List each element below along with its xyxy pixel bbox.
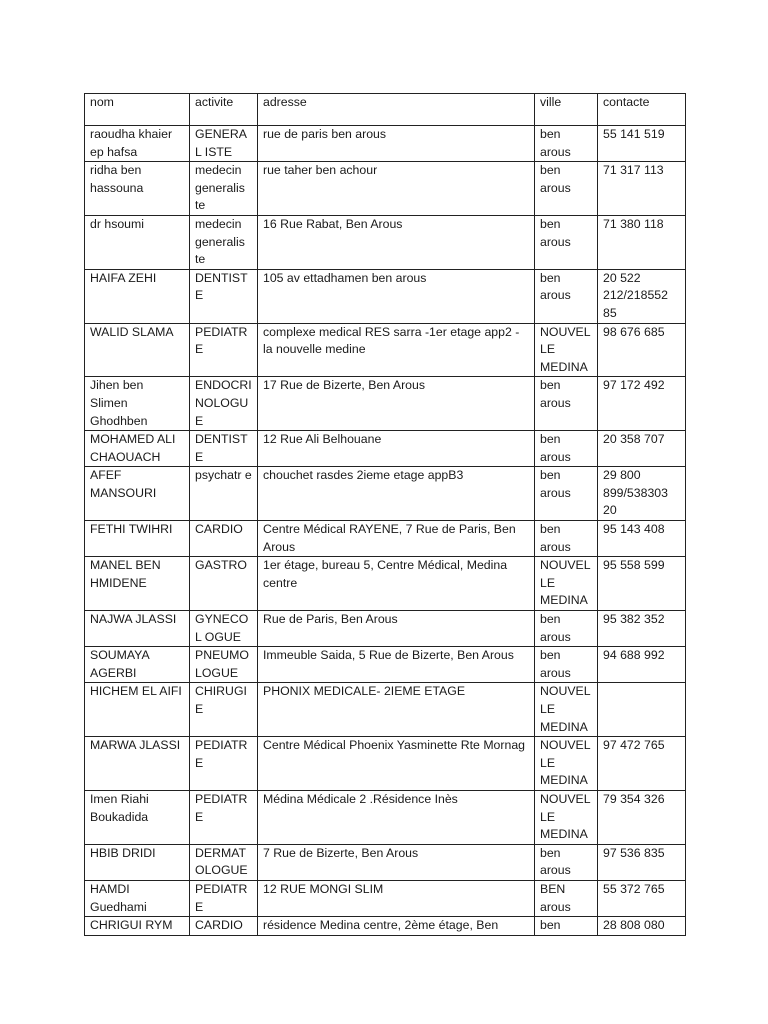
cell-ville: ben arous — [535, 521, 598, 557]
table-row — [85, 880, 686, 916]
cell-ville: NOUVEL LE MEDINA — [535, 683, 598, 737]
cell-adresse: résidence Medina centre, 2ème étage, Ben — [258, 917, 535, 936]
cell-nom: dr hsoumi — [85, 215, 190, 269]
table-row — [85, 377, 686, 431]
cell-nom: WALID SLAMA — [85, 323, 190, 377]
cell-activite: PEDIATR E — [190, 790, 258, 844]
cell-activite: medecin generalis te — [190, 215, 258, 269]
cell-ville: ben arous — [535, 431, 598, 467]
cell-activite: psychatr e — [190, 467, 258, 521]
cell-nom: CHRIGUI RYM — [85, 917, 190, 936]
cell-activite: CHIRUGI E — [190, 683, 258, 737]
cell-activite: PEDIATR E — [190, 880, 258, 916]
cell-nom: raoudha khaier ep hafsa — [85, 126, 190, 162]
cell-ville: ben arous — [535, 162, 598, 216]
cell-ville: ben arous — [535, 377, 598, 431]
table-row — [85, 917, 686, 936]
cell-contacte: 94 688 992 — [598, 647, 686, 683]
cell-ville: ben — [535, 917, 598, 936]
header-nom: nom — [85, 94, 190, 126]
cell-ville: ben arous — [535, 647, 598, 683]
cell-nom: SOUMAYA AGERBI — [85, 647, 190, 683]
cell-ville: NOUVEL LE MEDINA — [535, 323, 598, 377]
cell-adresse: 12 Rue Ali Belhouane — [258, 431, 535, 467]
cell-adresse: PHONIX MEDICALE- 2IEME ETAGE — [258, 683, 535, 737]
cell-nom: MOHAMED ALI CHAOUACH — [85, 431, 190, 467]
cell-adresse: 17 Rue de Bizerte, Ben Arous — [258, 377, 535, 431]
cell-nom: MANEL BEN HMIDENE — [85, 557, 190, 611]
table-row — [85, 737, 686, 791]
cell-ville: NOUVEL LE MEDINA — [535, 557, 598, 611]
cell-activite: GASTRO — [190, 557, 258, 611]
cell-contacte: 97 536 835 — [598, 844, 686, 880]
cell-nom: Imen Riahi Boukadida — [85, 790, 190, 844]
cell-adresse: Centre Médical Phoenix Yasminette Rte Mornag — [258, 737, 535, 791]
cell-activite: PEDIATR E — [190, 737, 258, 791]
cell-ville: ben arous — [535, 126, 598, 162]
cell-activite: PNEUMO LOGUE — [190, 647, 258, 683]
table-row — [85, 323, 686, 377]
cell-activite: CARDIO — [190, 917, 258, 936]
cell-adresse: chouchet rasdes 2ieme etage appB3 — [258, 467, 535, 521]
cell-contacte: 97 472 765 — [598, 737, 686, 791]
cell-activite: DENTISTE — [190, 431, 258, 467]
cell-contacte: 95 143 408 — [598, 521, 686, 557]
cell-adresse: Rue de Paris, Ben Arous — [258, 611, 535, 647]
table-row — [85, 126, 686, 162]
cell-adresse: rue taher ben achour — [258, 162, 535, 216]
cell-ville: ben arous — [535, 215, 598, 269]
cell-adresse: Centre Médical RAYENE, 7 Rue de Paris, Ben Arous — [258, 521, 535, 557]
header-adresse: adresse — [258, 94, 535, 126]
cell-adresse: 12 RUE MONGI SLIM — [258, 880, 535, 916]
cell-ville: BEN arous — [535, 880, 598, 916]
table-row — [85, 431, 686, 467]
cell-contacte: 55 372 765 — [598, 880, 686, 916]
table-row — [85, 611, 686, 647]
cell-contacte: 55 141 519 — [598, 126, 686, 162]
table-row — [85, 683, 686, 737]
cell-ville: NOUVEL LE MEDINA — [535, 790, 598, 844]
table-row — [85, 162, 686, 216]
cell-activite: PEDIATR E — [190, 323, 258, 377]
cell-nom: HICHEM EL AIFI — [85, 683, 190, 737]
cell-ville: NOUVEL LE MEDINA — [535, 737, 598, 791]
cell-nom: HAIFA ZEHI — [85, 269, 190, 323]
cell-ville: ben arous — [535, 844, 598, 880]
cell-ville: ben arous — [535, 467, 598, 521]
cell-contacte: 71 380 118 — [598, 215, 686, 269]
cell-contacte: 71 317 113 — [598, 162, 686, 216]
table-body — [85, 94, 686, 936]
cell-contacte: 29 800 899/538303 20 — [598, 467, 686, 521]
cell-nom: ridha ben hassouna — [85, 162, 190, 216]
cell-activite: DENTISTE — [190, 269, 258, 323]
header-contacte: contacte — [598, 94, 686, 126]
cell-contacte: 98 676 685 — [598, 323, 686, 377]
header-ville: ville — [535, 94, 598, 126]
cell-ville: ben arous — [535, 611, 598, 647]
table-row — [85, 215, 686, 269]
cell-contacte: 95 558 599 — [598, 557, 686, 611]
table-row — [85, 467, 686, 521]
table-row — [85, 269, 686, 323]
cell-activite: GENERAL ISTE — [190, 126, 258, 162]
table-row — [85, 844, 686, 880]
cell-nom: HAMDI Guedhami — [85, 880, 190, 916]
cell-adresse: 1er étage, bureau 5, Centre Médical, Medina centre — [258, 557, 535, 611]
doctors-table — [84, 93, 686, 936]
cell-activite: DERMAT OLOGUE — [190, 844, 258, 880]
table-row — [85, 647, 686, 683]
cell-contacte: 20 358 707 — [598, 431, 686, 467]
cell-adresse: complexe medical RES sarra -1er etage app2 - la nouvelle medine — [258, 323, 535, 377]
cell-adresse: Immeuble Saida, 5 Rue de Bizerte, Ben Arous — [258, 647, 535, 683]
table-row — [85, 557, 686, 611]
cell-adresse: Médina Médicale 2 .Résidence Inès — [258, 790, 535, 844]
cell-activite: GYNECOL OGUE — [190, 611, 258, 647]
cell-nom: FETHI TWIHRI — [85, 521, 190, 557]
cell-nom: Jihen ben Slimen Ghodhben — [85, 377, 190, 431]
cell-nom: HBIB DRIDI — [85, 844, 190, 880]
cell-activite: CARDIO — [190, 521, 258, 557]
cell-ville: ben arous — [535, 269, 598, 323]
cell-activite: ENDOCRI NOLOGU E — [190, 377, 258, 431]
cell-activite: medecin generalis te — [190, 162, 258, 216]
table-header-row — [85, 94, 686, 126]
cell-nom: NAJWA JLASSI — [85, 611, 190, 647]
cell-adresse: 7 Rue de Bizerte, Ben Arous — [258, 844, 535, 880]
cell-nom: MARWA JLASSI — [85, 737, 190, 791]
cell-adresse: 16 Rue Rabat, Ben Arous — [258, 215, 535, 269]
cell-adresse: rue de paris ben arous — [258, 126, 535, 162]
cell-adresse: 105 av ettadhamen ben arous — [258, 269, 535, 323]
cell-nom: AFEF MANSOURI — [85, 467, 190, 521]
cell-contacte: 20 522 212/218552 85 — [598, 269, 686, 323]
cell-contacte — [598, 683, 686, 737]
cell-contacte: 79 354 326 — [598, 790, 686, 844]
cell-contacte: 95 382 352 — [598, 611, 686, 647]
table-row — [85, 521, 686, 557]
cell-contacte: 28 808 080 — [598, 917, 686, 936]
header-activite: activite — [190, 94, 258, 126]
table-row — [85, 790, 686, 844]
cell-contacte: 97 172 492 — [598, 377, 686, 431]
